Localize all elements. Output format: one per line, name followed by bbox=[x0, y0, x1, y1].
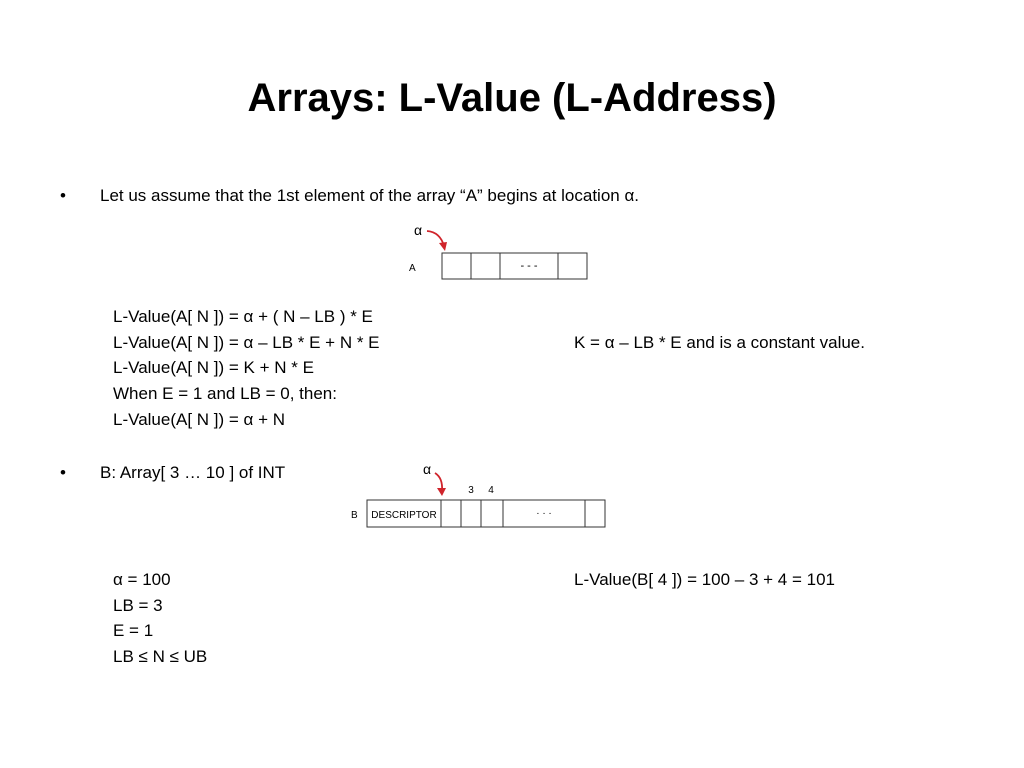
index-label-4: 4 bbox=[488, 485, 494, 496]
array-cell bbox=[461, 500, 481, 527]
arrowhead-icon bbox=[437, 488, 446, 496]
bullet-1-text: Let us assume that the 1st element of the array “A” begins at location α. bbox=[100, 186, 640, 205]
value-line: LB ≤ N ≤ UB bbox=[113, 647, 208, 666]
index-label-3: 3 bbox=[468, 485, 474, 496]
value-line: E = 1 bbox=[113, 621, 154, 640]
array-cell bbox=[442, 253, 471, 279]
value-line: LB = 3 bbox=[113, 596, 163, 615]
descriptor-label: DESCRIPTOR bbox=[371, 510, 437, 521]
array-cell bbox=[441, 500, 461, 527]
arrowhead-icon bbox=[439, 242, 447, 251]
formula-line: When E = 1 and LB = 0, then: bbox=[113, 384, 337, 403]
array-cell bbox=[558, 253, 587, 279]
formula-line: L-Value(A[ N ]) = α + ( N – LB ) * E bbox=[113, 307, 373, 326]
alpha-label: α bbox=[423, 461, 432, 477]
slide-title: Arrays: L-Value (L-Address) bbox=[247, 76, 777, 120]
array-cell bbox=[471, 253, 500, 279]
formula-line: L-Value(A[ N ]) = α + N bbox=[113, 410, 286, 429]
value-line: α = 100 bbox=[113, 570, 171, 589]
array-b-label: B bbox=[351, 510, 358, 521]
formula-note: K = α – LB * E and is a constant value. bbox=[574, 333, 865, 352]
array-ellipsis: - - - bbox=[520, 260, 538, 272]
array-b-diagram bbox=[345, 458, 615, 533]
array-a-label: A bbox=[409, 263, 416, 274]
array-cell bbox=[481, 500, 503, 527]
bullet-marker: • bbox=[60, 463, 66, 482]
alpha-label: α bbox=[414, 222, 423, 238]
array-cell bbox=[585, 500, 605, 527]
array-a-diagram bbox=[400, 218, 600, 288]
formula-line: L-Value(A[ N ]) = α – LB * E + N * E bbox=[113, 333, 380, 352]
bullet-marker: • bbox=[60, 186, 66, 205]
array-ellipsis: · · · bbox=[536, 508, 552, 519]
formula-line: L-Value(A[ N ]) = K + N * E bbox=[113, 358, 314, 377]
result-line: L-Value(B[ 4 ]) = 100 – 3 + 4 = 101 bbox=[574, 570, 836, 589]
bullet-2-text: B: Array[ 3 … 10 ] of INT bbox=[100, 463, 286, 482]
